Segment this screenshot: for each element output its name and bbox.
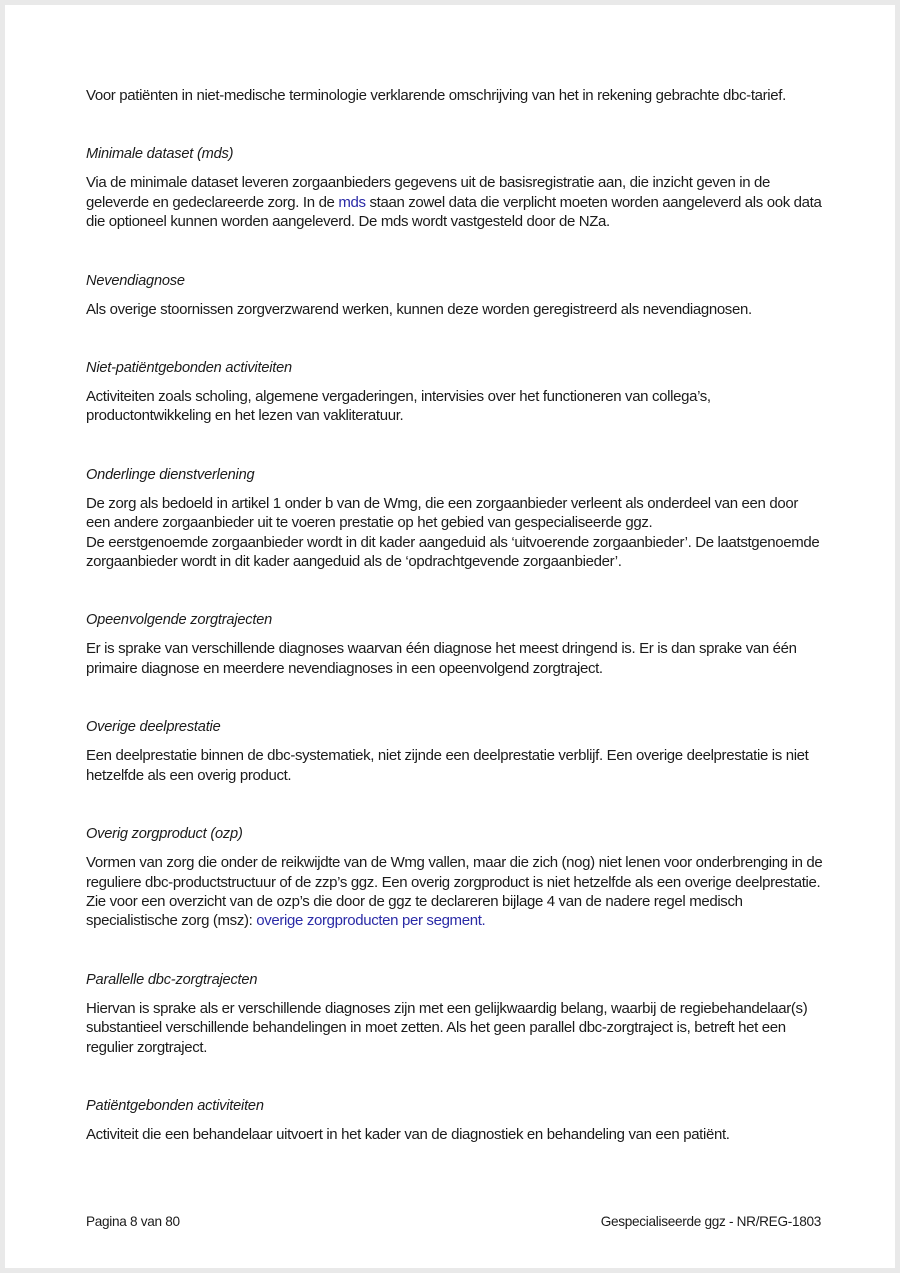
footer-document-reference: Gespecialiseerde ggz - NR/REG-1803 [600,1214,821,1229]
definition-section [86,825,825,931]
definition-section [86,145,825,231]
definition-text [86,1125,825,1144]
definition-text-segment: Activiteiten zoals scholing, algemene vergaderingen, intervisies over het functioneren van collega’s, productontwikkeling en het lezen van vakliteratuur. [86,388,711,425]
definition-text [86,494,825,572]
definition-text [86,173,825,231]
definition-section [86,971,825,1057]
definition-text-segment: Voor patiënten in niet-medische terminologie verklarende omschrijving van het in rekening gebrachte dbc-tarief. [86,87,786,104]
inline-link[interactable]: mds [338,193,366,211]
definition-section [86,718,825,785]
definition-text [86,86,825,105]
definition-text-segment: Vormen van zorg die onder de reikwijdte van de Wmg vallen, maar die zich (nog) niet lenen voor onderbrenging in de reguliere dbc-productstructuur of de zzp’s ggz. Een overig zorgproduct is niet hetzelfde als een overige deelprestatie. Zie voor een overzicht van de ozp’s die door de ggz te declareren bijlage 4 van de nadere regel medisch specialistische zorg (msz): [86,854,823,930]
definition-term: Overig zorgproduct (ozp) [86,826,243,843]
definition-term: Overige deelprestatie [86,719,221,736]
definition-term: Opeenvolgende zorgtrajecten [86,612,273,629]
definition-text [86,853,825,931]
definition-text-segment: De eerstgenoemde zorgaanbieder wordt in dit kader aangeduid als ‘uitvoerende zorgaanbieder’. De laatstgenoemde zorgaanbieder wordt in dit kader aangeduid als de ‘opdrachtgevende zorgaanbieder’. [86,533,820,571]
footer-page-number: Pagina 8 van 80 [86,1214,180,1229]
definition-text [86,746,825,785]
definition-term: Nevendiagnose [86,272,185,289]
definition-section [86,272,825,319]
definition-text-segment: Via de minimale dataset leveren zorgaanbieders gegevens uit de basisregistratie aan, die inzicht geven in de geleverde en gedeclareerde zorg. In de [86,174,771,211]
definition-section [86,1097,825,1144]
definition-term: Niet-patiëntgebonden activiteiten [86,360,292,377]
definition-section [86,86,825,105]
definition-term: Parallelle dbc-zorgtrajecten [86,971,258,988]
definitions-list [86,86,825,1144]
inline-link[interactable]: overige zorgproducten per segment [256,912,482,930]
definition-text-segment: staan zowel data die verplicht moeten worden aangeleverd als ook data die optioneel kunnen worden aangeleverd. De mds wordt vastgesteld door de NZa. [86,193,822,231]
definition-text-segment: Als overige stoornissen zorgverzwarend werken, kunnen deze worden geregistreerd als nevendiagnosen. [86,300,752,318]
definition-text-segment: De zorg als bedoeld in artikel 1 onder b van de Wmg, die een zorgaanbieder verleent als onderdeel van een door een andere zorgaanbieder uit te voeren prestatie op het gebied van gespecialiseerde ggz. [86,494,798,532]
definition-text-segment: Hiervan is sprake als er verschillende diagnoses zijn met een gelijkwaardig belang, waarbij de regiebehandelaar(s) substantieel verschillende behandelingen in moet zetten. Als het geen parallel dbc-zorgtraject is, betreft het een regulier zorgtraject. [86,999,808,1056]
definition-section [86,359,825,426]
definition-text [86,300,825,319]
definition-term: Patiëntgebonden activiteiten [86,1097,264,1114]
definition-text-segment: Er is sprake van verschillende diagnoses waarvan één diagnose het meest dringend is. Er is dan sprake van één primaire diagnose en meerdere nevendiagnoses in een opeenvolgend zorgtraject. [86,640,797,677]
definition-section [86,611,825,678]
definition-term: Minimale dataset (mds) [86,146,234,163]
inline-link[interactable]: . [481,912,486,930]
page-footer [86,1214,821,1229]
definition-term: Onderlinge dienstverlening [86,466,255,483]
definition-section [86,466,825,572]
definition-text [86,999,825,1057]
definition-text-segment: Een deelprestatie binnen de dbc-systematiek, niet zijnde een deelprestatie verblijf. Een overige deelprestatie is niet hetzelfde als een overig product. [86,747,809,784]
definition-text [86,387,825,426]
definition-text [86,639,825,678]
definition-text-segment: Activiteit die een behandelaar uitvoert in het kader van de diagnostiek en behandeling van een patiënt. [86,1125,730,1143]
